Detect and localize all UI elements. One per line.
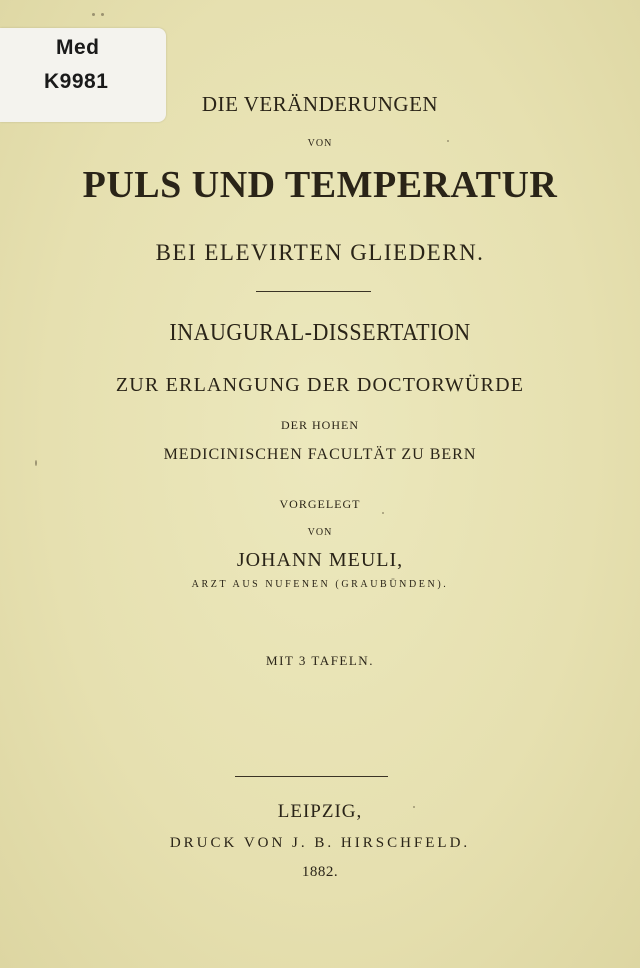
paper-speck	[382, 512, 384, 514]
printer-line: DRUCK VON J. B. HIRSCHFELD.	[169, 835, 471, 851]
paper-speck	[35, 460, 37, 466]
faculty-line-1: DER HOHEN	[281, 418, 359, 432]
von-text-2: VON	[307, 527, 333, 538]
author-detail: ARZT AUS NUFENEN (GRAUBÜNDEN).	[191, 579, 449, 590]
publication-year: 1882.	[301, 864, 339, 880]
author-name: JOHANN MEULI,	[236, 549, 404, 571]
paper-speck	[447, 140, 449, 142]
purpose-line: ZUR ERLANGUNG DER DOCTORWÜRDE	[115, 374, 525, 396]
paper-speck	[92, 13, 95, 16]
publication-place: LEIPZIG,	[277, 801, 363, 822]
main-title: PULS UND TEMPERATUR	[82, 164, 558, 206]
paper-speck	[101, 13, 104, 16]
subtitle: BEI ELEVIRTEN GLIEDERN.	[155, 240, 485, 265]
title-top: DIE VERÄNDERUNGEN	[201, 92, 439, 116]
paper-speck	[413, 806, 415, 808]
shelf-label-line1: Med	[56, 36, 100, 59]
divider-rule	[256, 291, 371, 292]
faculty-line-2: MEDICINISCHEN FACULTÄT ZU BERN	[163, 446, 477, 463]
divider-rule-2	[235, 776, 388, 777]
von-text: VON	[307, 138, 333, 149]
plates-note: MIT 3 TAFELN.	[266, 653, 374, 668]
dissertation-heading: INAUGURAL-DISSERTATION	[169, 317, 471, 346]
shelf-label-line2: K9981	[44, 70, 109, 93]
submitted-text: VORGELEGT	[279, 497, 361, 511]
